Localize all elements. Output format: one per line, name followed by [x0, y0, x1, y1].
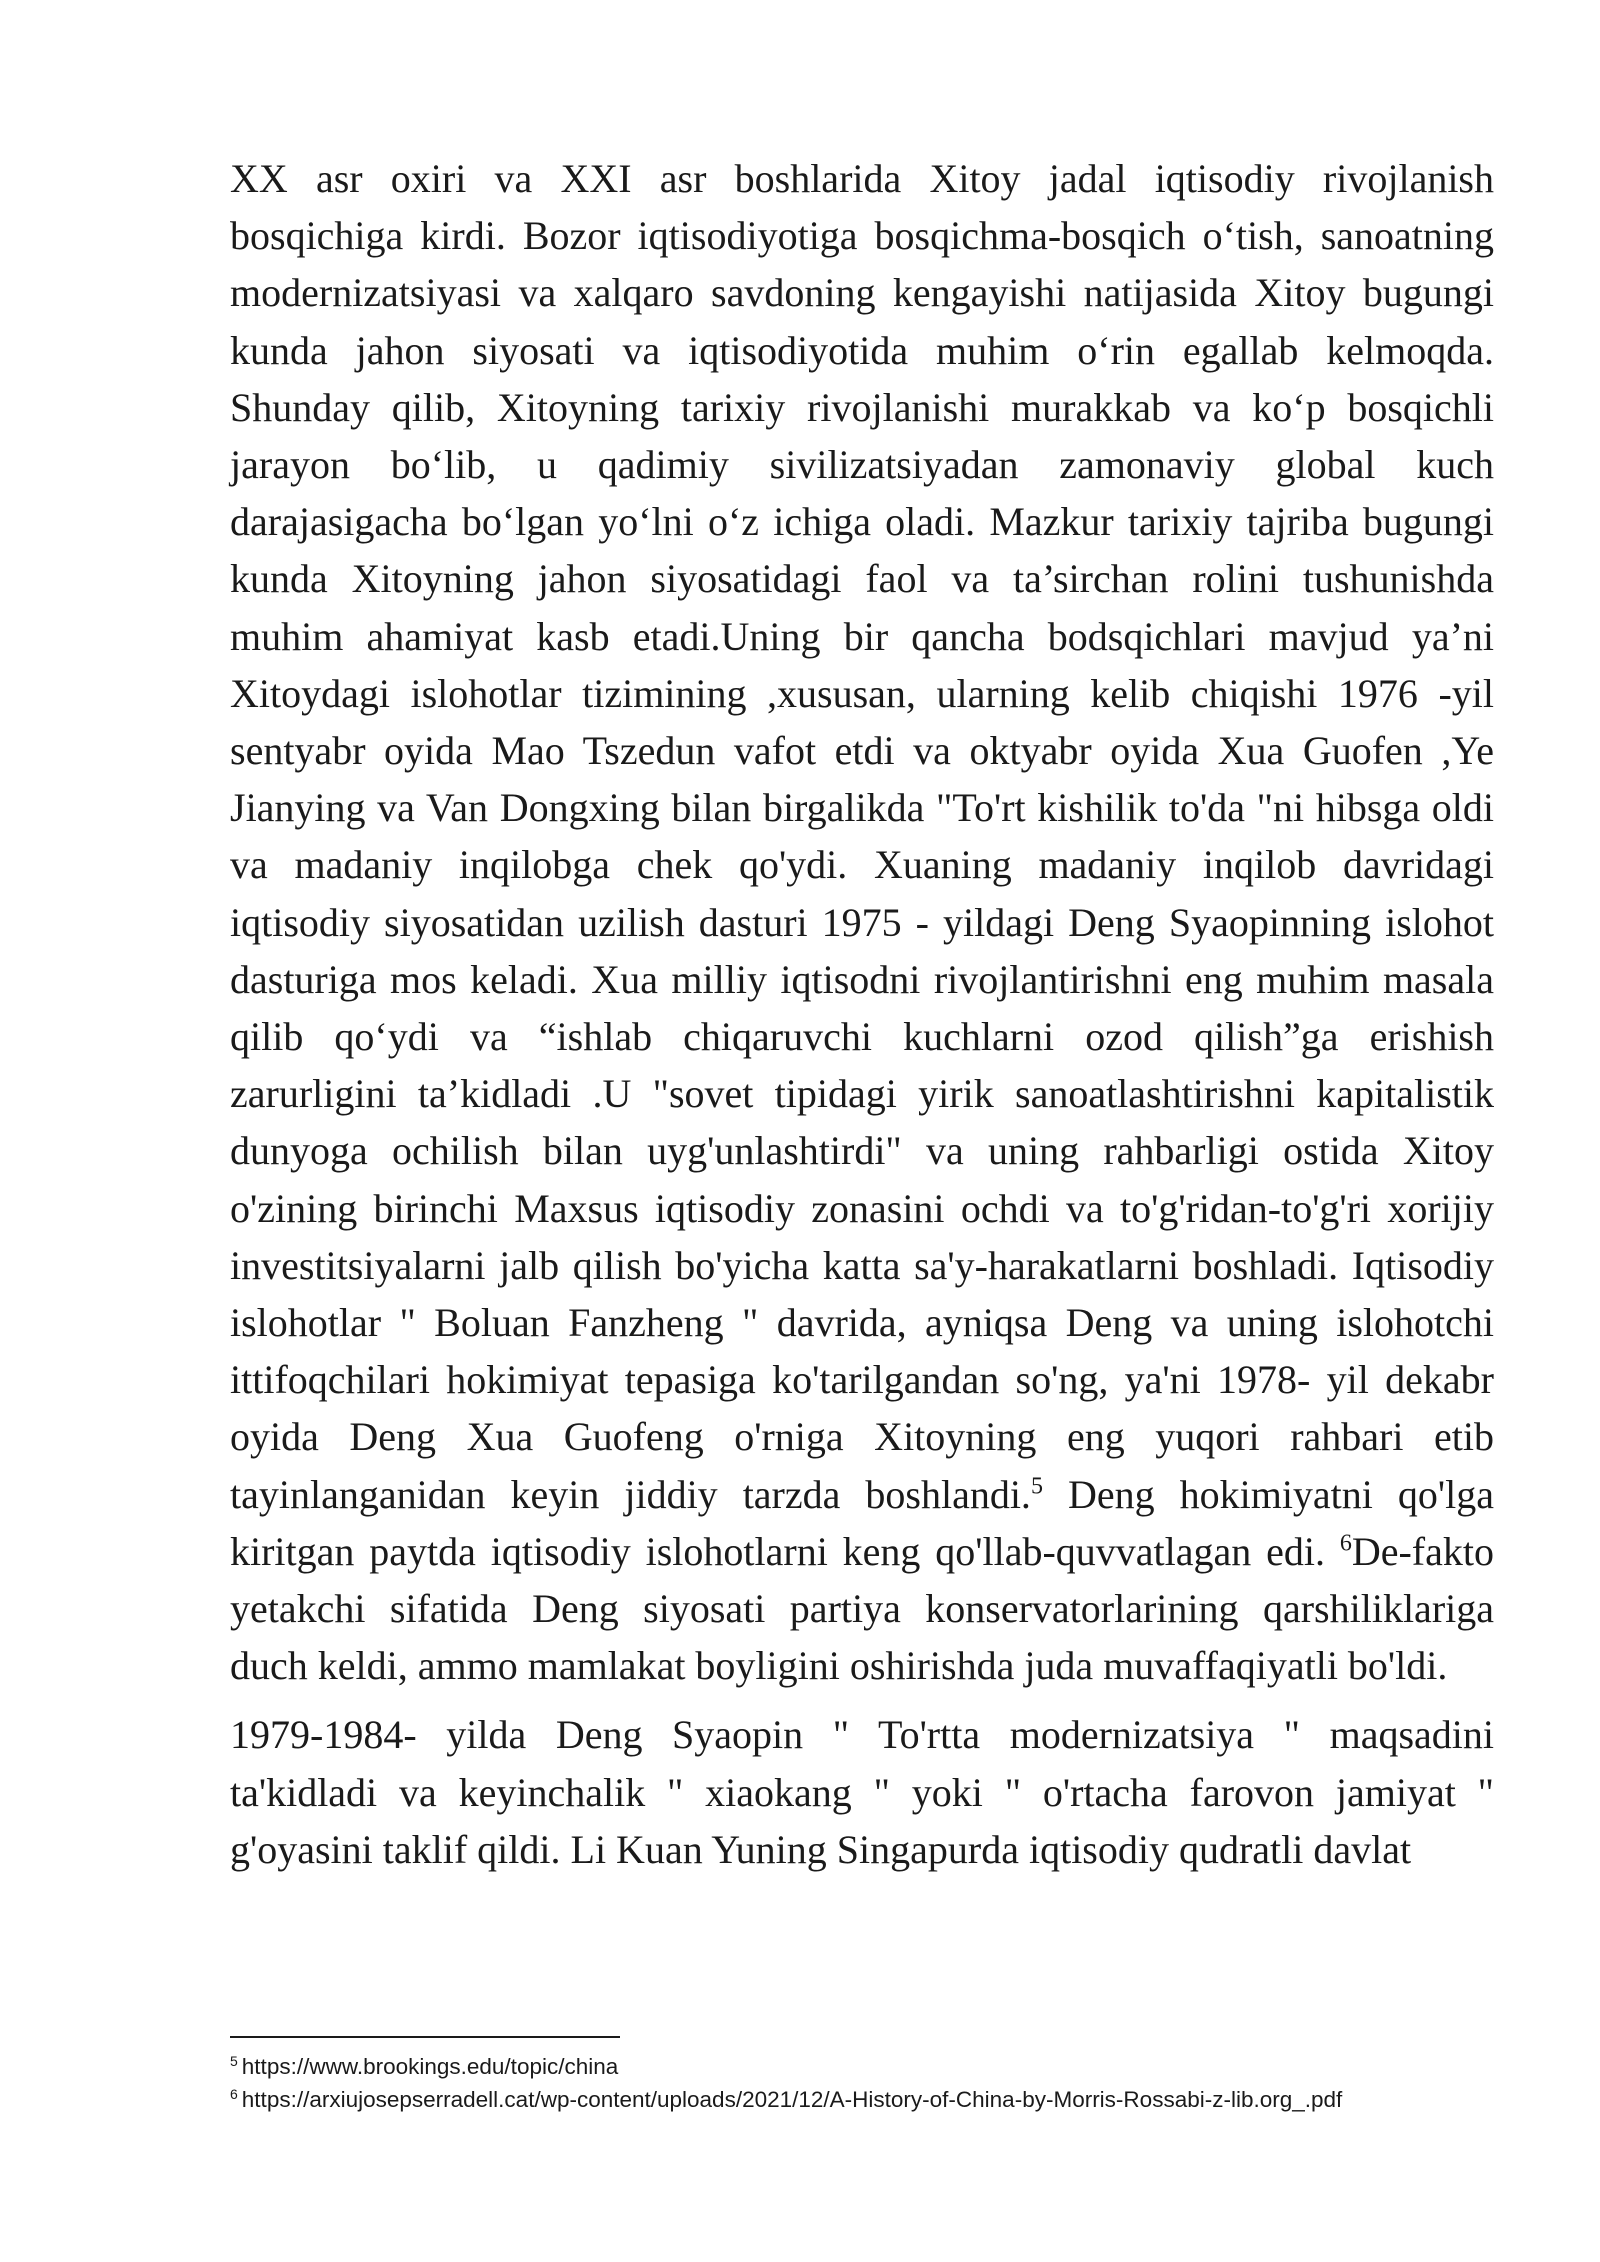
- paragraph-1: [230, 150, 1494, 1694]
- paragraph-1-text-part-3: De-fakto yetakchi sifatida Deng siyosati partiya konservatorlarining qarshiliklariga duch keldi, ammo mamlakat boyligini oshirishda juda muvaffaqiyatli bo'ldi.: [230, 1528, 1494, 1689]
- footnote-separator: [230, 2036, 620, 2038]
- footnote-item: [230, 2050, 1530, 2083]
- paragraph-1-text-part-2: Deng hokimiyatni qo'lga kiritgan paytda iqtisodiy islohotlarni keng qo'llab-quvvatlagan edi.: [230, 1471, 1494, 1574]
- footnote-number: 6: [230, 2085, 238, 2102]
- footnote-link[interactable]: https://arxiujosepserradell.cat/wp-content/uploads/2021/12/A-History-of-China-by-Morris-Rossabi-z-lib.org_.pdf: [241, 2087, 1343, 2112]
- footnote-item: [230, 2083, 1530, 2116]
- main-body-text: [230, 150, 1494, 1878]
- footnotes: [230, 2050, 1530, 2116]
- paragraph-2: 1979-1984- yilda Deng Syaopin " To'rtta modernizatsiya " maqsadini ta'kidladi va keyinchalik " xiaokang " yoki " o'rtacha farovon jamiyat " g'oyasini taklif qildi. Li Kuan Yuning Singapurda iqtisodiy qudratli davlat: [230, 1712, 1494, 1872]
- footnote-link[interactable]: https://www.brookings.edu/topic/china: [241, 2054, 619, 2079]
- footnote-reference-5: 5: [1030, 1473, 1043, 1500]
- footnote-number: 5: [230, 2052, 238, 2069]
- footnote-reference-6: 6: [1339, 1530, 1352, 1557]
- paragraph-1-text-part-1: XX asr oxiri va XXI asr boshlarida Xitoy jadal iqtisodiy rivojlanish bosqichiga kirdi. Bozor iqtisodiyotiga bosqichma-bosqich o‘tish, sanoatning modernizatsiyasi va xalqaro savdoning kengayishi natijasida Xitoy bugungi kunda jahon siyosati va iqtisodiyotida muhim o‘rin egallab kelmoqda. Shunday qilib, Xitoyning tarixiy rivojlanishi murakkab va ko‘p bosqichli jarayon bo‘lib, u qadimiy sivilizatsiyadan zamonaviy global kuch darajasigacha bo‘lgan yo‘lni o‘z ichiga oladi. Mazkur tarixiy tajriba bugungi kunda Xitoyning jahon siyosatidagi faol va ta’sirchan rolini tushunishda muhim ahamiyat kasb etadi.Uning bir qancha bodsqichlari mavjud ya’ni Xitoydagi islohotlar tizimining ,xususan, ularning kelib chiqishi 1976 -yil sentyabr oyida Mao Tszedun vafot etdi va oktyabr oyida Xua Guofen ,Ye Jianying va Van Dongxing bilan birgalikda "To'rt kishilik to'da "ni hibsga oldi va madaniy inqilobga chek qo'ydi. Xuaning madaniy inqilob davridagi iqtisodiy siyosatidan uzilish dasturi 1975 - yildagi Deng Syaopinning islohot dasturiga mos keladi. Xua milliy iqtisodni rivojlantirishni eng muhim masala qilib qo‘ydi va “ishlab chiqaruvchi kuchlarni ozod qilish”ga erishish zarurligini ta’kidladi .U "sovet tipidagi yirik sanoatlashtirishni kapitalistik dunyoga ochilish bilan uyg'unlashtirdi" va uning rahbarligi ostida Xitoy o'zining birinchi Maxsus iqtisodiy zonasini ochdi va to'g'ridan-to'g'ri xorijiy investitsiyalarni jalb qilish bo'yicha katta sa'y-harakatlarni boshladi. Iqtisodiy islohotlar " Boluan Fanzheng " davrida, ayniqsa Deng va uning islohotchi ittifoqchilari hokimiyat tepasiga ko'tarilgandan so'ng, ya'ni 1978- yil dekabr oyida Deng Xua Guofeng o'rniga Xitoyning eng yuqori rahbari etib tayinlanganidan keyin jiddiy tarzda boshlandi.: [230, 156, 1494, 1517]
